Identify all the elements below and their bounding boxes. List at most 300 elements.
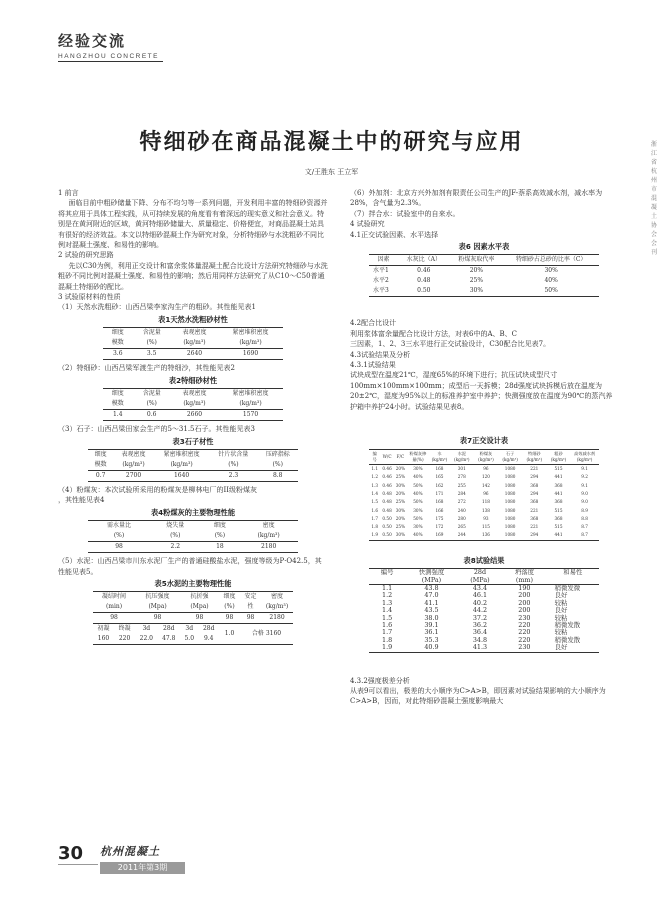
table-row bbox=[369, 286, 599, 297]
t5-cell: 98 bbox=[225, 614, 234, 622]
t8-cell: 36.2 bbox=[472, 621, 488, 630]
t7-cell: 1.3 bbox=[371, 482, 379, 488]
t6-cell: 25% bbox=[469, 277, 484, 285]
t7-cell: 136 bbox=[473, 531, 498, 540]
t5-cell: 9.4 bbox=[198, 634, 218, 645]
t8-cell: 220 bbox=[518, 628, 531, 637]
t7-h: 粗砂(kg/m³) bbox=[547, 449, 570, 465]
t5-cell: 5.0 bbox=[180, 634, 198, 645]
t8-cell: 稍微发微 bbox=[554, 583, 581, 592]
t7-cell: 301 bbox=[457, 466, 466, 472]
t7-cell: 9.2 bbox=[581, 474, 588, 480]
t3-h: 表观密度 bbox=[113, 449, 153, 460]
t7-h: 粉煤灰(kg/m³) bbox=[473, 449, 498, 465]
t7-cell: 1.4 bbox=[371, 490, 379, 496]
table1 bbox=[103, 327, 283, 360]
t8-cell: 38.0 bbox=[424, 613, 439, 622]
t7-cell: 1080 bbox=[504, 482, 516, 488]
t8-cell: 40.2 bbox=[472, 598, 488, 607]
heading-approach: 2 试验的研究思路 bbox=[58, 251, 114, 260]
t7-cell: 1.7 bbox=[371, 515, 379, 521]
t8-h: 坍落度 bbox=[502, 569, 546, 577]
t7-h: 水泥(kg/m³) bbox=[450, 449, 473, 465]
magazine-name: 杭州混凝土 bbox=[100, 845, 160, 858]
t3-h: (%) bbox=[209, 460, 257, 471]
section-title: 经验交流 bbox=[58, 32, 127, 50]
t7-cell: 294 bbox=[530, 474, 539, 480]
t6-cell: 水平2 bbox=[373, 277, 389, 285]
t7-cell: 1080 bbox=[504, 466, 516, 472]
para-intro: 面临目前中粗砂储量下降、分布不均匀等一系列问题，开发利用丰富的特细砂资源并将其应用于具体工程实践，从可持续发展的角度看有着深远的现实意义和社会意义。特别是在黄河附近的区域，黄河特细砂储量大、质量稳定、价格便宜，对商品混凝土站具有很好的经济效益。本文以特细砂混凝土作为研究对象，分析特细砂与水洗粗砂不同比例对混凝土强度、和易性的影响。 bbox=[58, 199, 328, 250]
t7-cell: 8.7 bbox=[581, 524, 588, 530]
t1-h: (kg/m³) bbox=[218, 338, 283, 349]
t6-cell: 0.46 bbox=[417, 267, 431, 275]
t7-cell: 441 bbox=[554, 490, 563, 496]
table1-title: 表1天然水洗粗砂材性 bbox=[158, 314, 228, 324]
t7-h: 高效减水剂(kg/m³) bbox=[570, 449, 599, 465]
t8-cell: 较粘 bbox=[554, 613, 568, 622]
t8-cell: 36.4 bbox=[472, 628, 488, 637]
t8-h: 28d bbox=[458, 569, 503, 577]
t8-cell: 1.8 bbox=[382, 635, 393, 644]
t7-cell: 240 bbox=[457, 507, 466, 513]
t7-cell: 169 bbox=[429, 531, 450, 540]
t7-cell: 165 bbox=[435, 474, 444, 480]
t7-h: 特细砂(kg/m³) bbox=[522, 449, 547, 465]
t7-cell: 8.7 bbox=[570, 531, 599, 540]
t5-cell: 3d bbox=[135, 624, 157, 635]
t7-cell: 272 bbox=[457, 499, 466, 505]
heading-results: 4.3试验结果及分析 bbox=[350, 350, 411, 359]
right-column bbox=[350, 188, 618, 707]
t7-cell: 25% bbox=[395, 474, 406, 480]
t5-h: 抗压强度 bbox=[135, 592, 180, 603]
t8-cell: 较粘 bbox=[554, 598, 568, 607]
t7-cell: 265 bbox=[457, 524, 466, 530]
t7-cell: 171 bbox=[435, 490, 444, 496]
t7-h: 水(kg/m³) bbox=[429, 449, 450, 465]
table-row bbox=[369, 266, 599, 277]
t5-cell: 2180 bbox=[269, 614, 285, 622]
t5-cell: 98 bbox=[195, 614, 204, 622]
t1-h: 含泥量 bbox=[133, 328, 171, 339]
t1-h: 表观密度 bbox=[171, 328, 218, 339]
table4-title: 表4粉煤灰的主要物理性能 bbox=[150, 507, 236, 517]
t8-h: 快测强度 bbox=[405, 569, 457, 577]
t7-cell: 118 bbox=[481, 499, 490, 505]
t3-h: (kg/m³) bbox=[154, 460, 210, 471]
t7-cell: 515 bbox=[554, 507, 563, 513]
t4-h: (%) bbox=[200, 531, 239, 542]
t7-cell: 20% bbox=[395, 515, 406, 521]
t7-cell: 175 bbox=[435, 515, 444, 521]
t3-cell: 1640 bbox=[154, 470, 210, 481]
heading-study: 4 试验研究 bbox=[350, 220, 385, 229]
t7-cell: 0.46 bbox=[382, 474, 392, 480]
t5-cell: 初凝 bbox=[93, 624, 114, 635]
footer-rule bbox=[58, 864, 98, 865]
t8-cell: 43.8 bbox=[424, 583, 439, 592]
t7-cell: 294 bbox=[522, 531, 547, 540]
t8-cell: 43.4 bbox=[472, 583, 488, 592]
t6-cell: 30% bbox=[450, 286, 504, 297]
t7-cell: 30% bbox=[395, 482, 406, 488]
t5-cell: 160 bbox=[93, 634, 114, 645]
t7-cell: 441 bbox=[547, 531, 570, 540]
t7-cell: 30% bbox=[413, 507, 423, 513]
t7-cell: 1080 bbox=[504, 515, 516, 521]
t7-cell: 96 bbox=[483, 490, 489, 496]
table2 bbox=[103, 388, 283, 421]
t7-cell: 1.8 bbox=[371, 524, 379, 530]
t3-cell: 8.8 bbox=[257, 470, 298, 481]
t8-h: (mm) bbox=[502, 577, 546, 585]
t2-h: 模数 bbox=[103, 399, 133, 410]
table3-title: 表3石子材性 bbox=[172, 436, 214, 446]
t5-h: 细度 bbox=[219, 592, 240, 603]
table-row bbox=[369, 276, 599, 286]
t7-cell: 1.6 bbox=[371, 507, 379, 513]
section-subtitle: HANGZHOU CONCRETE bbox=[58, 53, 163, 62]
t7-cell: 368 bbox=[530, 482, 539, 488]
table2-title: 表2特细砂材性 bbox=[168, 375, 218, 385]
t3-cell: 0.7 bbox=[88, 470, 113, 481]
t8-cell: 40.9 bbox=[405, 644, 457, 652]
heading-mix-design: 4.2配合比设计 bbox=[350, 319, 397, 328]
t8-cell: 47.0 bbox=[424, 591, 439, 600]
t7-cell: 0.48 bbox=[382, 507, 392, 513]
t8-cell: 200 bbox=[518, 606, 531, 615]
t7-cell: 1.9 bbox=[369, 531, 380, 540]
t7-cell: 162 bbox=[435, 482, 444, 488]
page-number: 30 bbox=[58, 843, 84, 864]
t5-h: 抗折强 bbox=[180, 592, 219, 603]
t7-cell: 168 bbox=[435, 466, 444, 472]
t8-cell: 46.1 bbox=[472, 591, 488, 600]
t1-cell: 3.6 bbox=[103, 349, 133, 360]
t7-cell: 368 bbox=[530, 499, 539, 505]
table5-title: 表5水泥的主要物理性能 bbox=[154, 578, 232, 588]
t7-h: W/C bbox=[380, 449, 393, 465]
table4 bbox=[88, 520, 298, 553]
para-results: 试块成型在温度21℃，湿度65%的环境下进行；抗压试块成型尺寸100mm×100mm×100mm；成型后一天拆模；28d强度试块拆模后放在温度为20±2℃，湿度为95%以上的标准养护室中养护；快测强度放在温度为90℃的蒸汽养护箱中养护24小时。试验结果见表8。 bbox=[350, 371, 613, 411]
para-mix-design-2: 三因素，1、2、3三水平进行正交试验设计，C30配合比见表7。 bbox=[350, 340, 551, 349]
t7-cell: 9.0 bbox=[581, 499, 588, 505]
table-row bbox=[369, 531, 599, 540]
t7-cell: 278 bbox=[457, 474, 466, 480]
t7-cell: 30% bbox=[413, 466, 423, 472]
t7-cell: 515 bbox=[554, 524, 563, 530]
t5-cell: 47.8 bbox=[158, 634, 180, 645]
t6-cell: 20% bbox=[469, 267, 484, 275]
t3-cell: 2.3 bbox=[209, 470, 257, 481]
t6-cell: 水平3 bbox=[369, 286, 398, 297]
t8-cell: 34.8 bbox=[472, 635, 488, 644]
t4-cell: 98 bbox=[88, 542, 150, 553]
t5-h: 密度 bbox=[261, 592, 293, 603]
t6-h: 特细砂占总砂的比率（C） bbox=[503, 255, 599, 266]
t8-cell: 41.1 bbox=[424, 598, 439, 607]
t5-cell: 合格 3160 bbox=[240, 624, 293, 645]
t4-h: (%) bbox=[88, 531, 150, 542]
t7-cell: 50% bbox=[413, 482, 423, 488]
t7-cell: 368 bbox=[554, 515, 563, 521]
t7-cell: 93 bbox=[483, 515, 489, 521]
t1-cell: 1690 bbox=[218, 349, 283, 360]
para-flyash-2: ，其性能见表4 bbox=[58, 496, 105, 505]
table8-title: 表8试验结果 bbox=[463, 555, 505, 565]
para-range-analysis: 从表9可以看出，极差的大小顺序为C>A>B，即因素对试验结果影响的大小顺序为C>A>B，因而，对此特细砂混凝土强度影响最大 bbox=[350, 687, 606, 706]
t3-cell: 2700 bbox=[113, 470, 153, 481]
t5-cell: 终凝 bbox=[114, 624, 135, 635]
t2-cell: 1.4 bbox=[103, 410, 133, 421]
t7-cell: 255 bbox=[457, 482, 466, 488]
t7-cell: 0.50 bbox=[382, 524, 392, 530]
t5-cell: 28d bbox=[198, 624, 218, 635]
table6 bbox=[369, 254, 599, 297]
t4-h: 烧失量 bbox=[150, 521, 200, 532]
t7-h: 编号 bbox=[369, 449, 380, 465]
t8-cell: 200 bbox=[518, 598, 531, 607]
t8-h: 和易性 bbox=[547, 569, 599, 577]
para-fine-sand: （2）特细砂：山西吕梁军渡生产的特细沙，其性能见表2 bbox=[58, 364, 235, 373]
t8-cell: 稍微发散 bbox=[554, 621, 581, 630]
heading-factors: 4.1正交试验因素、水平选择 bbox=[350, 230, 439, 239]
t1-h: (%) bbox=[133, 338, 171, 349]
t8-cell: 良好 bbox=[547, 644, 599, 652]
para-cement: （5）水泥：山西吕梁市川东水泥厂生产的普通硅酸盐水泥，强度等级为P·O42.5，其性能见表5。 bbox=[58, 557, 322, 576]
issue-label: 2011年第3期 bbox=[100, 862, 185, 874]
t7-cell: 142 bbox=[481, 482, 490, 488]
t7-cell: 1.5 bbox=[371, 499, 379, 505]
t8-cell: 良好 bbox=[554, 606, 568, 615]
t8-cell: 1.5 bbox=[382, 613, 393, 622]
t7-cell: 1080 bbox=[499, 531, 522, 540]
t7-cell: 166 bbox=[435, 507, 444, 513]
t7-cell: 30% bbox=[394, 531, 407, 540]
t8-cell: 1.2 bbox=[382, 591, 393, 600]
t6-cell: 50% bbox=[503, 286, 599, 297]
left-column bbox=[58, 188, 328, 648]
t6-h: 粉煤灰取代率 bbox=[450, 255, 504, 266]
t7-cell: 1.1 bbox=[371, 466, 379, 472]
t8-cell: 1.9 bbox=[369, 644, 405, 652]
t7-cell: 30% bbox=[413, 524, 423, 530]
t7-cell: 221 bbox=[530, 466, 539, 472]
t8-cell: 较粘 bbox=[554, 628, 568, 637]
t8-cell: 41.3 bbox=[458, 644, 503, 652]
side-text: 浙江省杭州市混凝土协会会刊 bbox=[650, 141, 657, 256]
t7-cell: 1080 bbox=[504, 524, 516, 530]
t8-cell: 220 bbox=[518, 635, 531, 644]
para-gravel: （3）石子：山西吕梁田家会生产的5～31.5石子。其性能见表3 bbox=[58, 425, 255, 434]
t5-cell: 28d bbox=[158, 624, 180, 635]
t5-cell: 98 bbox=[110, 614, 118, 622]
t3-h: 细度 bbox=[88, 449, 113, 460]
t7-cell: 20% bbox=[395, 466, 406, 472]
t7-cell: 1.2 bbox=[371, 474, 379, 480]
t8-cell: 190 bbox=[518, 583, 531, 592]
t7-cell: 50% bbox=[413, 515, 423, 521]
t8-cell: 36.1 bbox=[424, 628, 439, 637]
t7-h: F/C bbox=[394, 449, 407, 465]
t5-cell: 98 bbox=[246, 614, 255, 622]
t7-cell: 40% bbox=[413, 474, 423, 480]
para-coarse-sand: （1）天然水洗粗砂：山西吕梁李家沟生产的粗砂。其性能见表1 bbox=[58, 303, 256, 312]
t6-cell: 30% bbox=[544, 267, 558, 275]
t7-cell: 168 bbox=[435, 499, 444, 505]
t1-h: 模数 bbox=[103, 338, 133, 349]
t4-cell: 18 bbox=[200, 542, 239, 553]
t7-cell: 368 bbox=[554, 499, 563, 505]
t5-h: (Mpa) bbox=[180, 602, 219, 613]
t7-cell: 368 bbox=[554, 482, 563, 488]
table-row bbox=[369, 515, 599, 523]
t7-cell: 0.46 bbox=[382, 466, 392, 472]
t8-cell: 1.4 bbox=[382, 606, 393, 615]
t7-cell: 25% bbox=[395, 499, 406, 505]
article-authors: 文/王胜东 王立军 bbox=[304, 168, 359, 176]
t1-h: 细度 bbox=[103, 328, 133, 339]
t8-cell: 44.2 bbox=[472, 606, 488, 615]
t8-cell: 200 bbox=[518, 591, 531, 600]
t5-cell: 1.0 bbox=[219, 624, 240, 645]
t8-cell: 35.3 bbox=[424, 635, 439, 644]
t7-cell: 221 bbox=[530, 507, 539, 513]
t8-h: (MPa) bbox=[458, 577, 503, 585]
t4-h: 需水量比 bbox=[88, 521, 150, 532]
t7-cell: 96 bbox=[483, 466, 489, 472]
t6-cell: 40% bbox=[544, 277, 558, 285]
t5-h: (%) bbox=[219, 602, 240, 613]
table3 bbox=[88, 449, 298, 482]
t7-cell: 0.48 bbox=[382, 499, 392, 505]
table-row bbox=[369, 465, 599, 474]
t2-h: (%) bbox=[133, 399, 171, 410]
heading-results-1: 4.3.1试验结果 bbox=[350, 361, 396, 370]
t4-h: (kg/m³) bbox=[239, 531, 298, 542]
t5-h: 凝结时间 bbox=[93, 592, 135, 603]
heading-intro: 1 前言 bbox=[58, 189, 79, 197]
table-row bbox=[369, 498, 599, 506]
t7-cell: 9.0 bbox=[581, 490, 588, 496]
t7-cell: 9.1 bbox=[581, 482, 588, 488]
heading-materials: 3 试验原材料的性质 bbox=[58, 293, 121, 302]
para-admixture: （6）外加剂：北京方兴外加剂有限责任公司生产的JF-萘系高效减水剂，减水率为28%，含气量为2.3%。 bbox=[350, 189, 603, 208]
t2-cell: 0.6 bbox=[133, 410, 171, 421]
t7-h: 石子(kg/m³) bbox=[499, 449, 522, 465]
t5-h: (Mpa) bbox=[135, 602, 180, 613]
t7-cell: 30% bbox=[395, 507, 406, 513]
t7-cell: 25% bbox=[395, 524, 406, 530]
table7 bbox=[369, 449, 599, 541]
t7-cell: 120 bbox=[481, 474, 490, 480]
t8-cell: 230 bbox=[502, 644, 546, 652]
t6-h: 因素 bbox=[369, 255, 398, 266]
t4-h: 细度 bbox=[200, 521, 239, 532]
t2-h: 表观密度 bbox=[171, 389, 218, 400]
t7-cell: 20% bbox=[395, 490, 406, 496]
t3-h: (kg/m³) bbox=[113, 460, 153, 471]
t4-cell: 2180 bbox=[239, 542, 298, 553]
t3-h: (%) bbox=[257, 460, 298, 471]
t2-cell: 1570 bbox=[218, 410, 283, 421]
t7-cell: 9.1 bbox=[581, 466, 588, 472]
t7-cell: 172 bbox=[435, 524, 444, 530]
article-title: 特细砂在商品混凝土中的研究与应用 bbox=[139, 130, 524, 155]
t6-cell: 水平1 bbox=[373, 267, 389, 275]
t3-h: 紧密堆积密度 bbox=[154, 449, 210, 460]
heading-range-analysis: 4.3.2强度极差分析 bbox=[350, 676, 410, 685]
t5-h: 性 bbox=[240, 602, 261, 613]
t7-cell: 115 bbox=[481, 524, 490, 530]
t7-cell: 244 bbox=[450, 531, 473, 540]
t4-h: 密度 bbox=[239, 521, 298, 532]
t8-cell: 230 bbox=[518, 613, 531, 622]
t8-h: 编号 bbox=[369, 569, 405, 577]
t1-h: (kg/m³) bbox=[171, 338, 218, 349]
table-row bbox=[369, 644, 599, 652]
t6-h: 水灰比（A） bbox=[398, 255, 450, 266]
t7-cell: 515 bbox=[554, 466, 563, 472]
t8-cell: 39.1 bbox=[424, 621, 439, 630]
t2-h: (kg/m³) bbox=[171, 399, 218, 410]
t7-h: 粉煤灰掺量(%) bbox=[407, 449, 429, 465]
t7-cell: 40% bbox=[407, 531, 429, 540]
t7-cell: 280 bbox=[457, 515, 466, 521]
t7-cell: 221 bbox=[530, 524, 539, 530]
t3-h: 模数 bbox=[88, 460, 113, 471]
t2-cell: 2660 bbox=[171, 410, 218, 421]
t4-h: (%) bbox=[150, 531, 200, 542]
para-flyash: （4）粉煤灰：本次试验所采用的粉煤灰是柳林电厂的ⅠⅠ级粉煤灰 bbox=[58, 485, 257, 494]
t7-cell: 138 bbox=[481, 507, 490, 513]
table-row bbox=[369, 507, 599, 515]
t5-h: 安定 bbox=[240, 592, 261, 603]
t7-cell: 1080 bbox=[504, 490, 516, 496]
table7-title: 表7正交设计表 bbox=[459, 436, 509, 446]
t7-cell: 0.50 bbox=[380, 531, 393, 540]
table-row bbox=[369, 490, 599, 498]
t8-cell: 良好 bbox=[554, 591, 568, 600]
t8-cell: 1.3 bbox=[382, 598, 393, 607]
para-mix-design-1: 利用浆体富余量配合比设计方法，对表6中的A、B、C bbox=[350, 329, 518, 338]
t8-cell: 43.5 bbox=[424, 606, 439, 615]
t7-cell: 284 bbox=[457, 490, 466, 496]
t3-h: 压碎指标 bbox=[257, 449, 298, 460]
t4-cell: 2.2 bbox=[150, 542, 200, 553]
section-header bbox=[58, 30, 163, 62]
t7-cell: 0.46 bbox=[382, 482, 392, 488]
t3-h: 针片状含量 bbox=[209, 449, 257, 460]
para-approach: 先以C30为例，利用正交设计和富余浆体量混凝土配合比设计方法研究特细砂与水洗粗砂不同比例对混凝土强度、和易性的影响；然后用同样方法研究了从C10～C50普通混凝土特细砂的配比。 bbox=[58, 261, 328, 291]
t7-cell: 0.48 bbox=[382, 490, 392, 496]
t5-cell: 3d bbox=[180, 624, 198, 635]
t1-h: 紧密堆积密度 bbox=[218, 328, 283, 339]
t2-h: 细度 bbox=[103, 389, 133, 400]
t7-cell: 368 bbox=[530, 515, 539, 521]
t5-cell: 98 bbox=[153, 614, 162, 622]
t6-cell: 0.48 bbox=[417, 277, 431, 285]
table6-title: 表6 因素水平表 bbox=[458, 242, 510, 252]
t8-cell: 1.6 bbox=[382, 621, 393, 630]
t2-h: 含泥量 bbox=[133, 389, 171, 400]
t7-cell: 1080 bbox=[504, 507, 516, 513]
t7-cell: 294 bbox=[530, 490, 539, 496]
t7-cell: 0.50 bbox=[382, 515, 392, 521]
table-row bbox=[369, 523, 599, 531]
t2-h: 紧密堆积密度 bbox=[218, 389, 283, 400]
